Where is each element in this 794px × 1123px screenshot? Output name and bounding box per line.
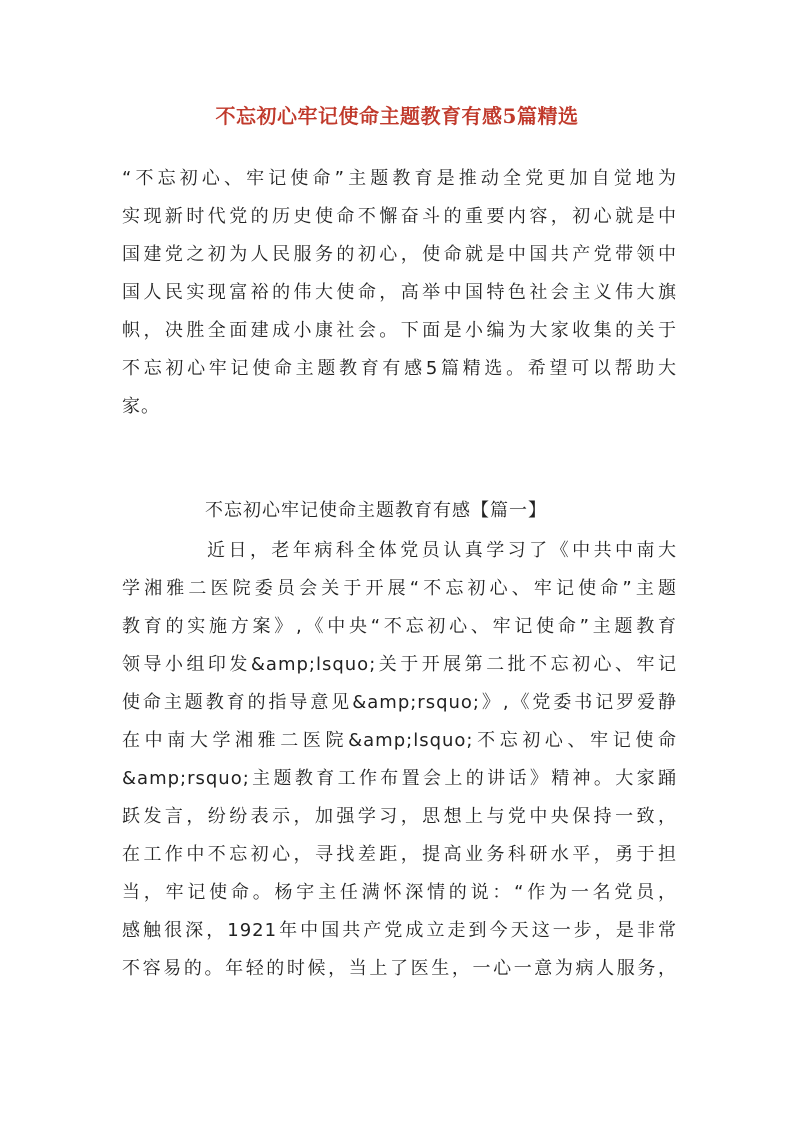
section-line: 近日，老年病科全体党员认真学习了《中共中南大	[207, 540, 677, 561]
intro-line: 不忘初心牢记使命主题教育有感5篇精选。希望可以帮助大	[122, 358, 677, 379]
section-line: 领导小组印发&amp;lsquo;关于开展第二批不忘初心、牢记	[122, 654, 677, 675]
document-title: 不忘初心牢记使命主题教育有感5篇精选	[215, 104, 579, 128]
intro-paragraph	[122, 160, 677, 426]
section-line: 当，牢记使命。杨宇主任满怀深情的说：“作为一名党员，	[122, 882, 677, 903]
intro-line: 国建党之初为人民服务的初心，使命就是中国共产党带领中	[122, 244, 677, 265]
section-line: 使命主题教育的指导意见&amp;rsquo;》,《党委书记罗爱静	[122, 692, 677, 713]
intro-line: 国人民实现富裕的伟大使命，高举中国特色社会主义伟大旗	[122, 282, 677, 303]
intro-line: 帜，决胜全面建成小康社会。下面是小编为大家收集的关于	[122, 320, 677, 341]
section-line: 不容易的。年轻的时候，当上了医生，一心一意为病人服务，	[122, 958, 677, 979]
section-line: 在中南大学湘雅二医院&amp;lsquo;不忘初心、牢记使命	[122, 730, 677, 751]
section-heading: 不忘初心牢记使命主题教育有感【篇一】	[205, 500, 547, 521]
section-line: 感触很深，1921年中国共产党成立走到今天这一步，是非常	[122, 920, 677, 941]
section-line: 教育的实施方案》,《中央“不忘初心、牢记使命”主题教育	[122, 616, 677, 637]
intro-line: “不忘初心、牢记使命”主题教育是推动全党更加自觉地为	[122, 168, 677, 189]
intro-line: 家。	[122, 396, 160, 417]
section-line: &amp;rsquo;主题教育工作布置会上的讲话》精神。大家踊	[122, 768, 677, 789]
section-paragraph	[122, 532, 677, 988]
section-line: 在工作中不忘初心，寻找差距，提高业务科研水平，勇于担	[122, 844, 677, 865]
section-line: 跃发言，纷纷表示，加强学习，思想上与党中央保持一致，	[122, 806, 677, 827]
section-line: 学湘雅二医院委员会关于开展“不忘初心、牢记使命”主题	[122, 578, 677, 599]
intro-line: 实现新时代党的历史使命不懈奋斗的重要内容，初心就是中	[122, 206, 677, 227]
